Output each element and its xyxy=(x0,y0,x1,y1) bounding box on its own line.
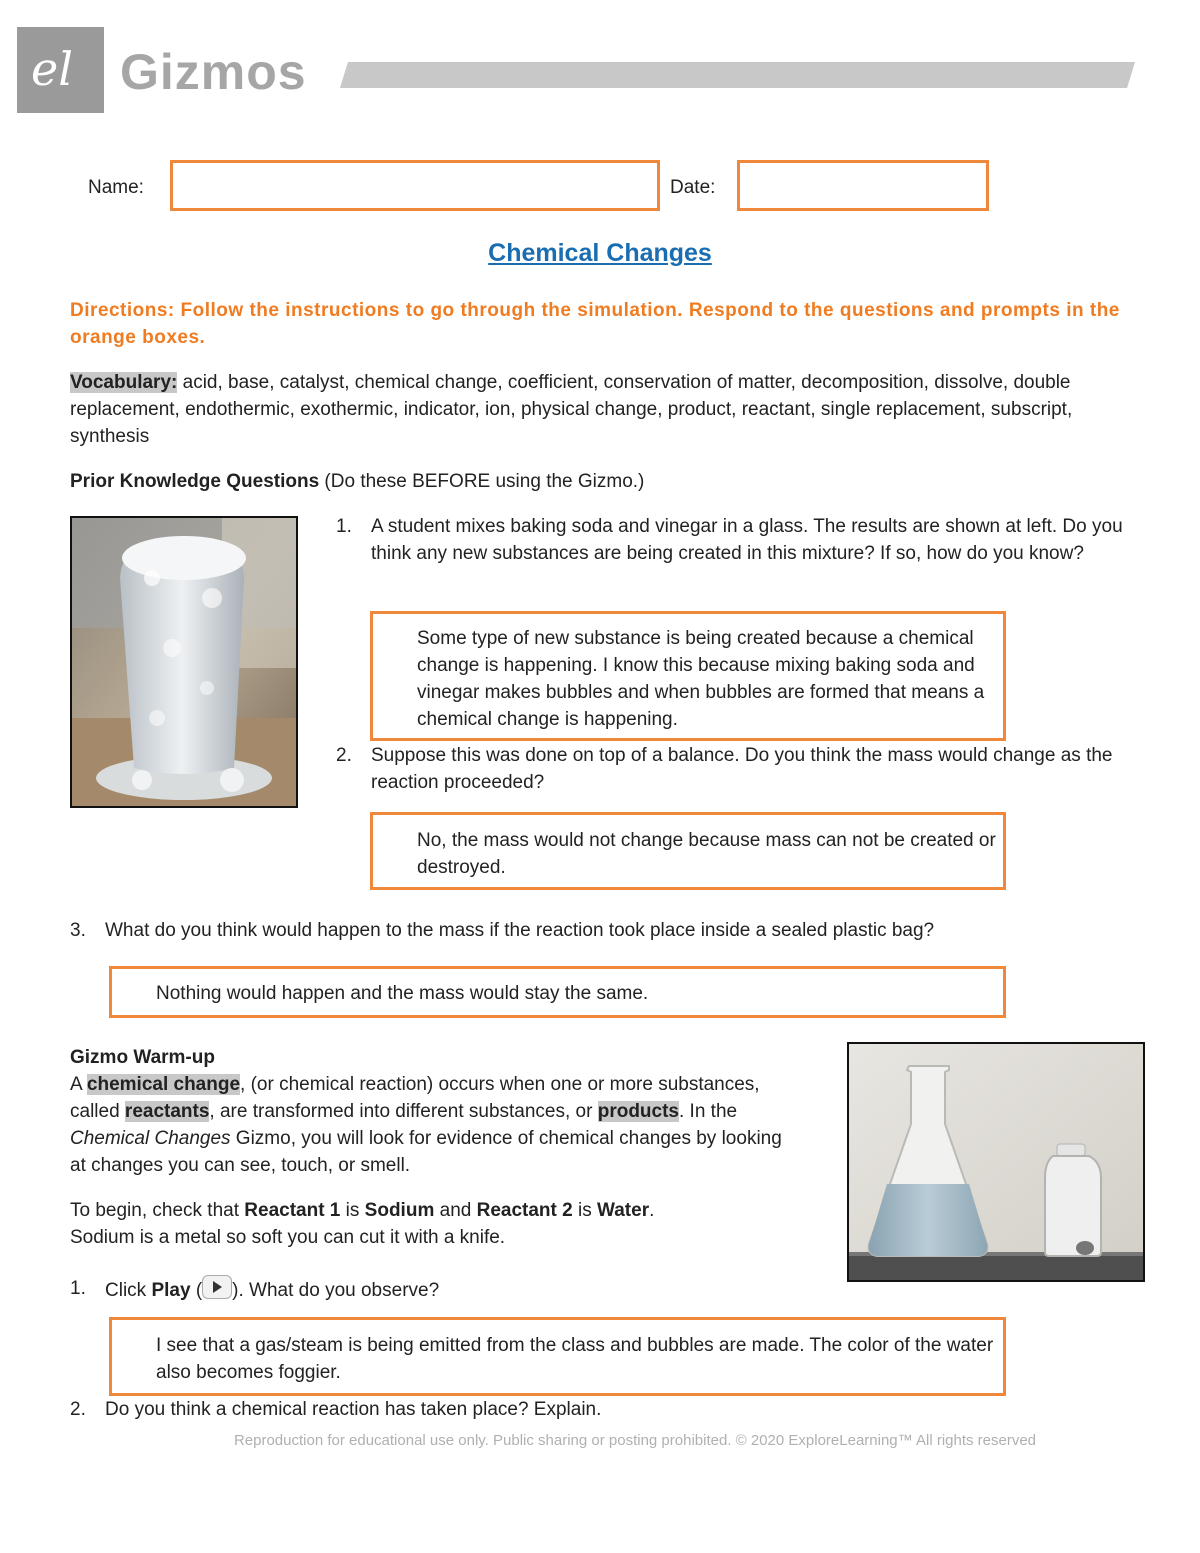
gizmo-simulation-image xyxy=(847,1042,1145,1282)
directions: Directions: Follow the instructions to go through the simulation. Respond to the questions and prompts in the orange boxes. xyxy=(70,300,1120,348)
name-field[interactable] xyxy=(170,160,660,211)
baking-soda-photo xyxy=(70,516,298,808)
page-title: Chemical Changes xyxy=(488,239,712,267)
prior-question-2: 2. Suppose this was done on top of a balance. Do you think the mass would change as the reaction proceeded? xyxy=(336,745,1113,793)
prior-question-3: 3. What do you think would happen to the mass if the reaction took place inside a sealed plastic bag? xyxy=(70,920,935,941)
prior-answer-3[interactable]: Nothing would happen and the mass would stay the same. xyxy=(109,966,1006,1018)
date-label: Date: xyxy=(670,177,716,198)
vocabulary xyxy=(70,369,1135,450)
warmup-question-2: 2. Do you think a chemical reaction has taken place? Explain. xyxy=(70,1399,602,1420)
footer: Reproduction for educational use only. Public sharing or posting prohibited. © 2020 ExploreLearning™ All rights reserved xyxy=(233,1432,1037,1449)
prior-question-1: 1. A student mixes baking soda and vinegar in a glass. The results are shown at left. Do you think any new substances are being created in this mixture? If so, how do you know? xyxy=(336,516,1123,564)
explorelearning-logo: el xyxy=(17,27,104,113)
warmup-paragraph-2: To begin, check that Reactant 1 is Sodium and Reactant 2 is Water. Sodium is a metal so soft you can cut it with a knife. xyxy=(70,1200,655,1248)
vocabulary-text: acid, base, catalyst, chemical change, coefficient, conservation of matter, decomposition, dissolve, double replacement, endothermic, exothermic, indicator, ion, physical change, product, reactant, single replacement, subscript, synthesis xyxy=(70,372,1073,447)
prior-answer-1[interactable]: Some type of new substance is being created because a chemical change is happening. I know this because mixing baking soda and vinegar makes bubbles and when bubbles are formed that means a chemical change is happening. xyxy=(370,611,1006,741)
warmup-question-1: 1. Click Play ( ). What do you observe? xyxy=(70,1275,850,1304)
warmup-answer-1[interactable]: I see that a gas/steam is being emitted from the class and bubbles are made. The color of the water also becomes foggier. xyxy=(109,1317,1006,1396)
prior-answer-2[interactable]: No, the mass would not change because mass can not be created or destroyed. xyxy=(370,812,1006,890)
play-icon xyxy=(202,1275,232,1299)
warmup-paragraph-1: A chemical change, (or chemical reaction) occurs when one or more substances, called reactants, are transformed into different substances, or products. In the Chemical Changes Gizmo, you will look for evidence of chemical changes by looking at changes you can see, touch, or smell. xyxy=(70,1074,782,1176)
gizmos-brand: Gizmos xyxy=(120,44,307,100)
prior-knowledge-heading: Prior Knowledge Questions (Do these BEFORE using the Gizmo.) xyxy=(70,471,645,492)
header-bar xyxy=(340,62,1135,88)
vocabulary-label: Vocabulary: xyxy=(70,372,178,393)
warmup-heading: Gizmo Warm-up xyxy=(70,1047,215,1068)
name-label: Name: xyxy=(88,177,144,198)
foaming-glass-image xyxy=(72,518,298,808)
flask-and-jar-image xyxy=(849,1044,1145,1282)
date-field[interactable] xyxy=(737,160,989,211)
